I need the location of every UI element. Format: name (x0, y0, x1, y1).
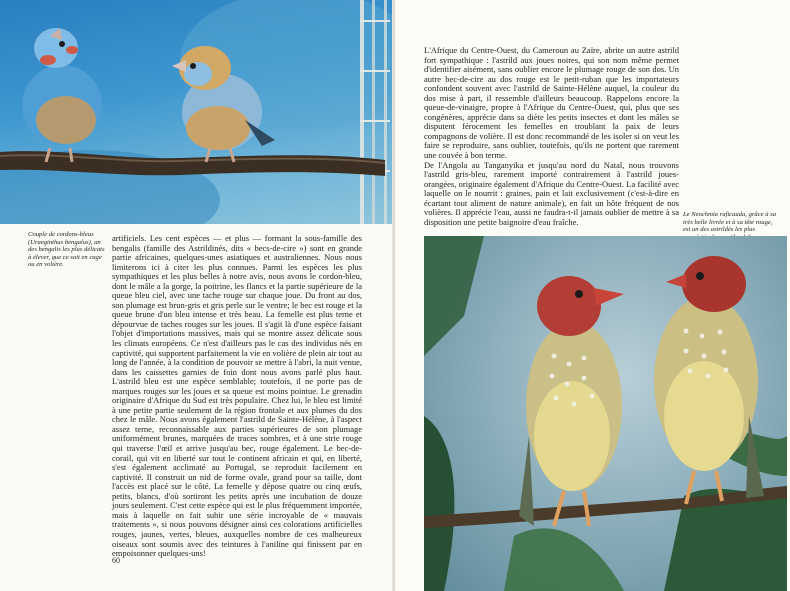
right-page-body-text (424, 46, 679, 227)
right-photo-caption: Le Neochmia ruficauda, grâce à sa très belle livrée et à sa tête rouge, est un des astrildés les plus (683, 211, 777, 234)
left-page-paragraph: artificiels. Les cent espèces — et plus — formant la sous-famille des bengalis (famille des Astrildinés, dits « becs-de-cire ») sont en grande partie africaines, quelques-unes asiatiques et australiennes. Nous nous limiterons ici à citer les plus connues. Parmi les espèces les plus sympathiques et les plus belles à notre avis, nous avons le cordon-bleu, dont le mâle a la gorge, la poitrine, les flancs et la partie supérieure de la queue bleu ciel, avec une tache rouge sur chaque joue. Du front au dos, son plumage est brun-gris et gris perle sur le ventre; le bec est rouge et la queue brune d'un bleu intense et très beau. La femelle est plus terne et dépourvue de taches rouges sur les joues. Il s'agit là d'une espèce faisant l'objet d'importations massives, mais qui se montre assez délicate sous les climats européens. Ce n'est d'ailleurs pas le cas des individus nés en captivité, qui supportent parfaitement la vie en volière de plein air tout au long de l'année, à la condition de pouvoir se mettre à l'abri, la nuit venue, dans les caissettes garnies de foin dont nous avons parlé plus haut. L'astrild bleu est une espèce semblable; toutefois, il ne porte pas de marques rouges sur les joues et sa queue est moins pointue. Le grenadin originaire d'Afrique du Sud est très populaire. Chez lui, le bleu est limité à une petite partie seulement de la région frontale et aux plumes du dos chez le mâle. Nous avons également l'astrild de Sainte-Hélène, à l'aspect assez terne, reconnaissable aux parties supérieures de son plumage uniformément brunes, marquées de traces sombres, et à une strie rouge qui traverse l'œil et arrive jusqu'au bec, rouge également. Le bec-de-corail, qui vit en liberté sur tout le continent africain et qui, en liberté, s'est également acclimaté au Portugal, se reproduit facilement en captivité. Il construit un nid de forme ovale, grand pour sa taille, dont l'accès est placé sur le côté. La femelle y dépose quatre ou cinq œufs, petits, blancs, d'où sortiront les petits après une incubation de douze jours seulement. C'est cette espèce qui est le plus fréquemment importée, mais à laquelle on fait subir une série incroyable de « mauvais traitements », si nous pouvons désigner ainsi ces colorations artificielles rouges, jaunes, vertes, bleues, auxquelles nombre de ces malheureux oiseaux sont soumis avec des teintures à l'aniline qui finissent par en empoisonner quelques-uns! (112, 233, 362, 559)
page-number: 60 (112, 556, 120, 565)
left-page-body-text (112, 234, 362, 559)
cordon-bleu-photo (0, 0, 393, 224)
neochmia-ruficauda-photo (424, 236, 787, 591)
right-page-paragraph-1: L'Afrique du Centre-Ouest, du Cameroun au Zaïre, abrite un autre astrild fort sympathique : l'astrild aux joues noires, qui son nom même permet d'identifier aisément, sans oublier encore le plumage rouge de son dos. Un autre bec-de-cire au dos rouge est le petit-ruban que les importateurs confondent souvent avec l'astrild de Sainte-Hélène auquel, la couleur du dos mise à part, il ressemble d'ailleurs beaucoup. Rappelons encore la queue-de-vinaigre, propre à l'Afrique du Centre-Ouest, qui, plus que ses congénères, apprécie dans sa diète les petits insectes et dont les mâles se disputent férocement les femelles en troublant la paix de leurs compagnons de volière. Il est donc recommandé de les isoler si on veut les faire se reproduire, sans oublier, toutefois, qu'ils ne portent que rarement une couvée à bon terme. (424, 45, 679, 161)
right-page-paragraph-2: De l'Angola au Tanganyika et jusqu'au nord du Natal, nous trouvons l'astrild gris-bleu, rarement importé contrairement à l'astrild joues-orangées, originaire également d'Afrique du Centre-Ouest. La facilité avec laquelle on le nourrit : graines, pain et lait exclusivement (c'est-à-dire en écartant tout aliment de nature animale), en fait un hôte fréquent de nos volières. Il apprécie l'eau, aussi ne faudra-t-il jamais oublier de mettre à sa disposition une petite baignoire d'eau fraîche. (424, 159, 679, 227)
left-photo-caption: Couple de cordons-bleus (Uraeginthus bengalus), un des bengalis les plus délicats à élever, que ce soit en cage ou en volière. (28, 231, 105, 269)
